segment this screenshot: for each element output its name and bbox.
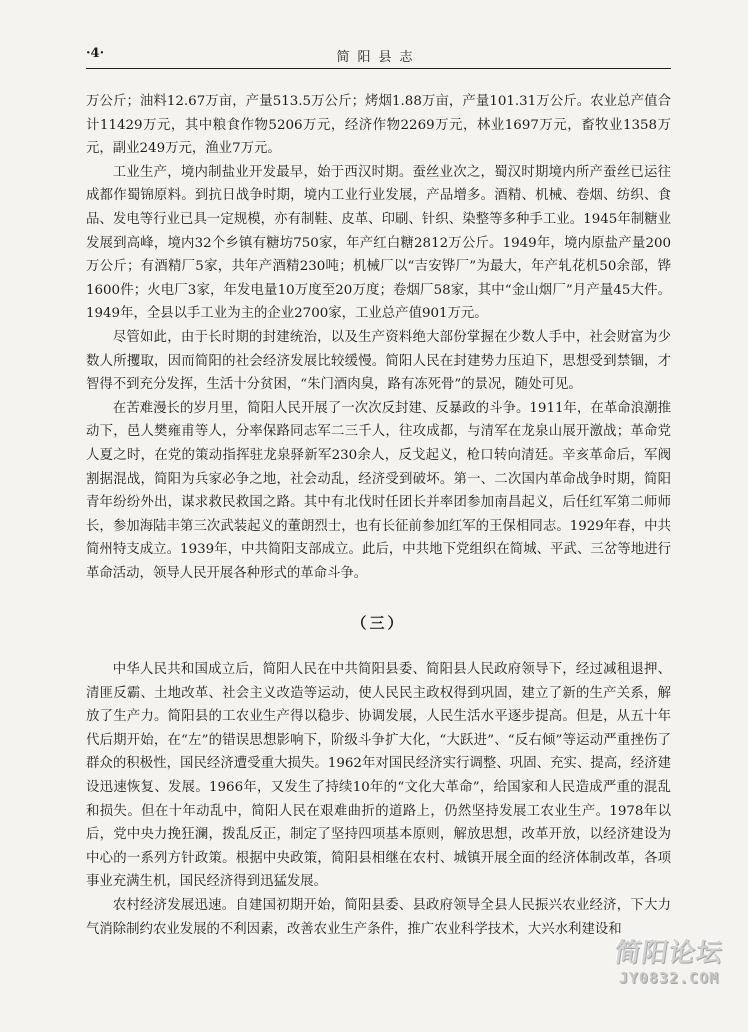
book-title: 简阳县志 <box>336 50 421 65</box>
watermark-logo-text: 简阳论坛 <box>612 938 725 968</box>
paragraph-revolution: 在苦难漫长的岁月里，简阳人民开展了一次次反封建、反暴政的斗争。1911年，在革命浪潮推动下，邑人樊雍甫等人，分率保路同志军二三千人，往攻成都，与清军在龙泉山展开激战；革命党人夏之时，在党的策动指挥驻龙泉驿新军230余人，反戈起义，枪口转向清廷。辛亥革命后，军阀割据混战，简阳为兵家必争之地，社会动乱，经济受到破坏。第一、二次国内革命战争时期，简阳青年纷纷外出，谋求救民救国之路。其中有北伐时任团长并率团参加南昌起义，后任红军第二师师长，参加海陆丰第三次武装起义的董朗烈士，也有长征前参加红军的王保相同志。1929年春，中共简州特支成立。1939年，中共简阳支部成立。此后，中共地下党组织在简城、平武、三岔等地进行革命活动，领导人民开展各种形式的革命斗争。 <box>86 400 671 581</box>
watermark-url: JY0832.COM <box>618 969 720 987</box>
paragraph-industry: 工业生产，境内制盐业开发最早，始于西汉时期。蚕丝业次之，蜀汉时期境内所产蚕丝已运往成都作蜀锦原料。到抗日战争时期，境内工业行业发展，产品增多。酒精、机械、卷烟、纺织、食品、发电等行业已具一定规模，亦有制鞋、皮革、印刷、针织、染整等多种手工业。1945年制糖业发展到高峰，境内32个乡镇有糖坊750家，年产红白糖2812万公斤。1949年，境内原盐产量200万公斤；有酒精厂5家，共年产酒精230吨；机械厂以“吉安铧厂”为最大，年产轧花机50余部，铧1600件；火电厂3家，年发电量10万度至20万度；卷烟厂58家，其中“金山烟厂”月产量45大件。1949年，全县以手工业为主的企业2700家，工业总产值901万元。 <box>86 164 671 322</box>
page-header <box>86 46 671 69</box>
page-number: ·4· <box>86 46 105 61</box>
paragraph-continued: 万公斤；油料12.67万亩，产量513.5万公斤；烤烟1.88万亩，产量101.31万公斤。农业总产值合计11429万元，其中粮食作物5206万元，经济作物2269万元，林业1697万元，畜牧业1358万元，副业249万元，渔业7万元。 <box>86 94 671 157</box>
section-heading: （三） <box>351 614 406 633</box>
forum-watermark <box>613 932 725 987</box>
paragraph-prc-founding: 中华人民共和国成立后，简阳人民在中共简阳县委、简阳县人民政府领导下，经过减租退押、清匪反霸、土地改革、社会主义改造等运动，使人民民主政权得到巩固，建立了新的生产关系，解放了生产力。简阳县的工农业生产得以稳步、协调发展，人民生活水平逐步提高。但是，从五十年代后期开始，在“左”的错误思想影响下，阶级斗争扩大化，“大跃进”、“反右倾”等运动严重挫伤了群众的积极性，国民经济遭受重大损失。1962年对国民经济实行调整、巩固、充实、提高，经济建设迅速恢复、发展。1966年，又发生了持续10年的“文化大革命”，给国家和人民造成严重的混乱和损失。但在十年动乱中，简阳人民在艰难曲折的道路上，仍然坚持发展工农业生产。1978年以后，党中央力挽狂澜，拨乱反正，制定了坚持四项基本原则，解放思想，改革开放，以经济建设为中心的一系列方针政策。根据中央政策，简阳县相继在农村、城镇开展全面的经济体制改革，各项事业充满生机，国民经济得到迅猛发展。 <box>86 662 671 890</box>
page-content <box>86 90 671 941</box>
paragraph-rural-economy: 农村经济发展迅速。自建国初期开始，简阳县委、县政府领导全县人民振兴农业经济，下大力气消除制约农业发展的不利因素，改善农业生产条件，推广农业科学技术，大兴水利建设和 <box>86 898 671 937</box>
paragraph-feudal-rule: 尽管如此，由于长时期的封建统治，以及生产资料绝大部份掌握在少数人手中，社会财富为少数人所攫取，因而简阳的社会经济发展比较缓慢。简阳人民在封建势力压迫下，思想受到禁锢，才智得不到充分发挥，生活十分贫困，“朱门酒肉臭，路有冻死骨”的景况，随处可见。 <box>86 329 671 393</box>
